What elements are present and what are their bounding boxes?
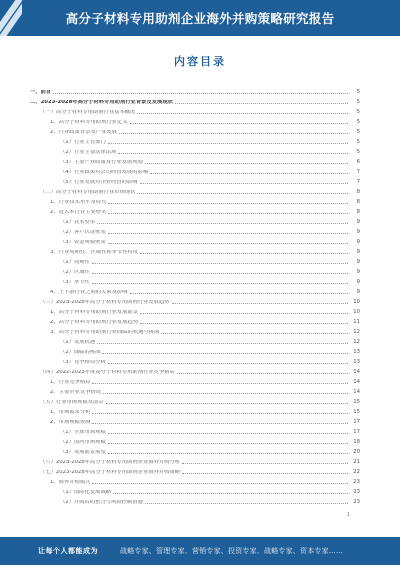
toc-leader-dots xyxy=(92,263,348,264)
toc-entry[interactable] xyxy=(30,396,360,405)
toc-entry[interactable] xyxy=(30,166,360,175)
toc-entry-page: 6 xyxy=(356,158,360,165)
toc-entry[interactable] xyxy=(30,276,360,285)
toc-leader-dots xyxy=(108,143,348,144)
toc-leader-dots xyxy=(108,363,348,364)
toc-entry-text: 1、高分子材料专用助剂行业定义 xyxy=(50,119,128,125)
toc-entry-page: 18 xyxy=(353,438,360,445)
toc-entry-page: 8 xyxy=(356,208,360,215)
toc-entry-page: 22 xyxy=(353,468,360,475)
toc-entry-page: 9 xyxy=(356,268,360,275)
toc-leader-dots xyxy=(113,493,348,494)
toc-entry-text: （1）技术壁垒 xyxy=(60,219,96,225)
toc-entry-text: （5）行业发展对企业经营的影响 xyxy=(60,179,138,185)
toc-leader-dots xyxy=(108,453,348,454)
toc-entry[interactable] xyxy=(30,286,360,295)
toc-entry-text: 4、上下游行业之间的关系及影响 xyxy=(50,289,128,295)
toc-leader-dots xyxy=(108,433,348,434)
toc-entry-text: 3、行业周期性、区域性和季节性特征 xyxy=(50,249,139,255)
table-of-contents xyxy=(30,86,360,526)
toc-entry-page: 7 xyxy=(356,168,360,175)
toc-entry-page: 10 xyxy=(353,308,360,315)
toc-entry-page: 12 xyxy=(353,338,360,345)
toc-entry[interactable] xyxy=(30,176,360,185)
toc-entry[interactable] xyxy=(30,126,360,135)
toc-entry-text: （四）2022-2023年度高分子材料专用助剂行业竞争格局 xyxy=(40,369,175,375)
toc-leader-dots xyxy=(108,213,348,214)
toc-entry-text: （2）区域性 xyxy=(60,269,90,275)
toc-entry[interactable] xyxy=(30,496,360,505)
toc-entry[interactable] xyxy=(30,386,360,395)
toc-entry-page: 12 xyxy=(353,328,360,335)
toc-leader-dots xyxy=(161,333,348,334)
toc-entry[interactable] xyxy=(30,296,360,305)
toc-leader-dots xyxy=(175,103,348,104)
toc-entry[interactable] xyxy=(30,436,360,445)
toc-entry-text: （2）面临的挑战 xyxy=(60,349,101,355)
toc-leader-dots xyxy=(103,393,348,394)
toc-leader-dots xyxy=(92,283,348,284)
toc-entry[interactable] xyxy=(30,116,360,125)
toc-leader-dots xyxy=(119,133,348,134)
toc-entry-text: （3）季节性 xyxy=(60,279,90,285)
footer-tagline: 战略专家、管理专家、营销专家、投资专家、战略专家、资本专家…… xyxy=(120,547,344,555)
toc-entry[interactable] xyxy=(30,266,360,275)
toc-leader-dots xyxy=(92,413,348,414)
toc-leader-dots xyxy=(92,273,348,274)
toc-leader-dots xyxy=(145,163,348,164)
toc-leader-dots xyxy=(108,233,348,234)
toc-entry[interactable] xyxy=(30,246,360,255)
toc-entry-text: 1、高分子材料专用助剂行业发展前景 xyxy=(50,309,139,315)
toc-entry-text: 1、市场需求分析 xyxy=(50,409,91,415)
toc-entry-text: 3、高分子材料专用助剂行业面临的机遇与挑战 xyxy=(50,329,160,335)
toc-entry-text: （七）2023-2028年高分子材料专用助剂企业海外并购策略 xyxy=(40,469,181,475)
toc-leader-dots xyxy=(182,473,348,474)
toc-entry-text: （2）并购后的整合与风险控制措施 xyxy=(60,499,143,505)
toc-leader-dots xyxy=(172,303,348,304)
toc-leader-dots xyxy=(92,383,348,384)
toc-entry-text: （3）发展前景展望 xyxy=(60,449,106,455)
toc-entry-page: 14 xyxy=(353,388,360,395)
toc-entry-page: 5 xyxy=(356,148,360,155)
toc-entry-page: 5 xyxy=(356,88,360,95)
toc-entry-page: 5 xyxy=(356,98,360,105)
toc-entry[interactable] xyxy=(30,346,360,355)
toc-entry[interactable] xyxy=(30,156,360,165)
toc-entry[interactable] xyxy=(30,466,360,475)
toc-entry[interactable] xyxy=(30,306,360,315)
toc-leader-dots xyxy=(130,293,348,294)
toc-entry[interactable] xyxy=(30,86,360,95)
toc-entry-page: 14 xyxy=(353,368,360,375)
toc-leader-dots xyxy=(182,463,348,464)
toc-entry-page: 5 xyxy=(356,108,360,115)
toc-entry-page: 5 xyxy=(356,138,360,145)
toc-entry-text: （二）高分子材料专用助剂行业市场现状 xyxy=(40,189,136,195)
toc-entry-text: （一）高分子材料专用助剂行业基本概况 xyxy=(40,109,136,115)
toc-entry-text: （1）国际化发展战略 xyxy=(60,489,112,495)
page-number: 1 xyxy=(346,512,350,518)
toc-leader-dots xyxy=(97,223,348,224)
toc-entry-page: 8 xyxy=(356,188,360,195)
toc-leader-dots xyxy=(150,173,348,174)
toc-entry-text: （3）竞争格局分析 xyxy=(60,359,106,365)
toc-entry[interactable] xyxy=(30,366,360,375)
toc-entry-page: 13 xyxy=(353,358,360,365)
toc-entry[interactable] xyxy=(30,216,360,225)
toc-entry-page: 9 xyxy=(356,258,360,265)
toc-entry-page: 10 xyxy=(353,298,360,305)
toc-leader-dots xyxy=(97,343,348,344)
toc-entry-text: （六）2023-2028年高分子材料专用助剂企业海外并购分析 xyxy=(40,459,181,465)
toc-leader-dots xyxy=(140,323,348,324)
toc-leader-dots xyxy=(140,313,348,314)
toc-leader-dots xyxy=(53,93,348,94)
toc-entry[interactable] xyxy=(30,406,360,415)
toc-leader-dots xyxy=(102,353,348,354)
toc-leader-dots xyxy=(177,373,348,374)
toc-entry-page: 9 xyxy=(356,248,360,255)
toc-entry[interactable] xyxy=(30,356,360,365)
toc-entry[interactable] xyxy=(30,486,360,495)
toc-entry-text: （三）2023-2028年高分子材料专用助剂行业发展趋势 xyxy=(40,299,170,305)
toc-entry-page: 13 xyxy=(353,348,360,355)
toc-entry-page: 15 xyxy=(353,398,360,405)
toc-entry-text: （3）主要产业政策及行业发展规划 xyxy=(60,159,143,165)
toc-entry-text: 2、市场规模预测 xyxy=(50,419,91,425)
toc-entry-page: 14 xyxy=(353,378,360,385)
toc-entry-text: 2、高分子材料专用助剂行业发展趋势 xyxy=(50,319,139,325)
toc-entry-page: 21 xyxy=(353,458,360,465)
footer-slogan: 让每个人都能成为 xyxy=(38,547,98,555)
toc-entry[interactable] xyxy=(30,456,360,465)
toc-entry[interactable] xyxy=(30,476,360,485)
toc-entry[interactable] xyxy=(30,96,360,105)
toc-leader-dots xyxy=(106,403,348,404)
toc-entry-page: 9 xyxy=(356,228,360,235)
toc-entry-text: 二、2023-2028年高分子材料专用助剂行业背景及发展现状 xyxy=(30,99,173,105)
toc-leader-dots xyxy=(130,123,348,124)
toc-entry[interactable] xyxy=(30,196,360,205)
toc-entry-text: 2、行业政策背景及产业发展 xyxy=(50,129,117,135)
toc-entry[interactable] xyxy=(30,236,360,245)
toc-entry-page: 20 xyxy=(353,448,360,455)
toc-entry-page: 23 xyxy=(353,488,360,495)
toc-entry-text: （1）行业主管部门 xyxy=(60,139,106,145)
report-title: 高分子材料专用助剂企业海外并购策略研究报告 xyxy=(65,11,335,26)
toc-leader-dots xyxy=(118,153,348,154)
toc-leader-dots xyxy=(140,183,348,184)
toc-entry-page: 9 xyxy=(356,238,360,245)
toc-entry[interactable] xyxy=(30,416,360,425)
toc-entry[interactable] xyxy=(30,106,360,115)
toc-entry-text: 2、主要企业竞争情况 xyxy=(50,389,102,395)
toc-entry-text: 2、进入本行业主要壁垒 xyxy=(50,209,107,215)
toc-entry[interactable] xyxy=(30,146,360,155)
toc-entry-text: （2）行业主要法律法规 xyxy=(60,149,117,155)
toc-leader-dots xyxy=(137,193,348,194)
toc-leader-dots xyxy=(108,443,348,444)
toc-leader-dots xyxy=(140,253,348,254)
toc-entry-text: （2）国内市场规模 xyxy=(60,439,106,445)
toc-entry-text: （1）全球市场规模 xyxy=(60,429,106,435)
toc-entry[interactable] xyxy=(30,376,360,385)
toc-entry-page: 5 xyxy=(356,128,360,135)
toc-entry-page: 23 xyxy=(353,498,360,505)
toc-leader-dots xyxy=(92,423,348,424)
toc-entry[interactable] xyxy=(30,206,360,215)
toc-leader-dots xyxy=(137,113,348,114)
toc-entry[interactable] xyxy=(30,326,360,335)
toc-entry-page: 23 xyxy=(353,478,360,485)
toc-entry[interactable] xyxy=(30,136,360,145)
toc-entry-page: 8 xyxy=(356,198,360,205)
toc-entry-page: 7 xyxy=(356,178,360,185)
toc-entry[interactable] xyxy=(30,256,360,265)
toc-entry-text: （五）行业市场规模及前景 xyxy=(40,399,104,405)
toc-entry[interactable] xyxy=(30,336,360,345)
toc-entry-page: 9 xyxy=(356,288,360,295)
toc-entry-text: 1、行业技术水平及特点 xyxy=(50,199,107,205)
toc-entry-text: 1、海外并购模式 xyxy=(50,479,91,485)
toc-entry-text: 一、前言 xyxy=(30,89,52,95)
toc-leader-dots xyxy=(108,203,348,204)
header-bar xyxy=(0,0,400,36)
toc-entry-text: （3）资金规模壁垒 xyxy=(60,239,106,245)
toc-entry[interactable] xyxy=(30,186,360,195)
toc-leader-dots xyxy=(92,483,348,484)
toc-entry-page: 9 xyxy=(356,218,360,225)
toc-heading: 内容目录 xyxy=(174,55,226,68)
toc-entry-text: 1、行业竞争格局 xyxy=(50,379,91,385)
toc-entry-text: （1）周期性 xyxy=(60,259,90,265)
toc-entry-page: 11 xyxy=(353,318,360,325)
toc-entry-page: 15 xyxy=(353,408,360,415)
toc-leader-dots xyxy=(145,503,348,504)
toc-entry[interactable] xyxy=(30,316,360,325)
toc-entry-page: 5 xyxy=(356,118,360,125)
toc-entry-text: （1）发展机遇 xyxy=(60,339,96,345)
toc-leader-dots xyxy=(108,243,348,244)
toc-entry-text: （2）客户认证壁垒 xyxy=(60,229,106,235)
toc-entry-page: 17 xyxy=(353,428,360,435)
footer-bar xyxy=(0,537,400,565)
toc-entry-page: 9 xyxy=(356,278,360,285)
toc-entry[interactable] xyxy=(30,226,360,235)
toc-entry-text: （4）行业政策对公司经营发展的影响 xyxy=(60,169,149,175)
toc-entry[interactable] xyxy=(30,446,360,455)
toc-entry-page: 17 xyxy=(353,418,360,425)
toc-entry[interactable] xyxy=(30,426,360,435)
